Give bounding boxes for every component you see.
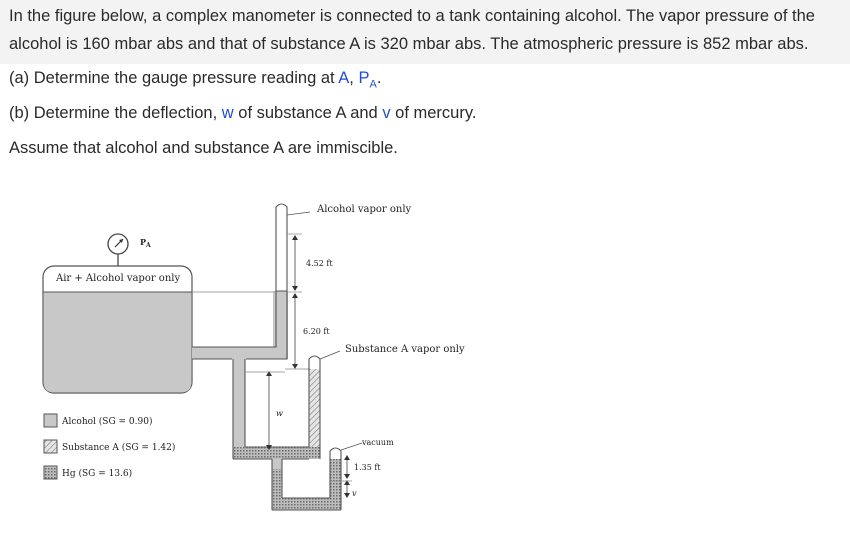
dimension-6-20 xyxy=(292,293,298,369)
legend xyxy=(44,414,175,479)
part-b-mid: of substance A and xyxy=(233,104,383,122)
problem-line-2: alcohol is 160 mbar abs and that of substance A is 320 mbar abs. The atmospheric pressure is 852 mbar abs. xyxy=(9,35,809,53)
pressure-gauge-icon xyxy=(108,234,128,266)
problem-line-1: In the figure below, a complex manometer is connected to a tank containing alcohol. The vapor pressure of the xyxy=(9,7,815,25)
legend-label-mercury: Hg (SG = 13.6) xyxy=(62,469,133,479)
legend-swatch-alcohol xyxy=(44,414,57,427)
part-a-sep: , xyxy=(349,69,359,87)
vacuum-label: vacuum xyxy=(362,438,394,447)
legend-label-substance-a: Substance A (SG = 1.42) xyxy=(62,443,176,453)
deflection-w: w xyxy=(221,104,234,122)
substance-a-vapor-label: Substance A vapor only xyxy=(345,344,465,355)
alcohol-vapor-tube xyxy=(276,204,310,291)
v-label: v xyxy=(352,489,357,498)
gauge-label xyxy=(140,237,151,249)
gauge-label-sub: A xyxy=(146,242,151,249)
dimension-6-20-label: 6.20 ft xyxy=(303,327,330,336)
point-a: A xyxy=(338,69,350,87)
part-b-end: of mercury. xyxy=(390,104,477,122)
substance-a-u-tube xyxy=(233,351,340,459)
legend-swatch-substance-a xyxy=(44,440,57,453)
tank-label: Air + Alcohol vapor only xyxy=(56,273,181,284)
pressure-subscript: A xyxy=(369,78,377,91)
gauge-label-main: P xyxy=(140,237,147,247)
dimension-1-35-label: 1.35 ft xyxy=(354,463,381,472)
alcohol-tank xyxy=(43,266,192,393)
dimension-4-52 xyxy=(292,235,298,291)
pressure-symbol: P xyxy=(358,69,370,87)
legend-swatch-mercury xyxy=(44,466,57,479)
alcohol-vapor-label: Alcohol vapor only xyxy=(317,204,412,215)
tank-alcohol-fill xyxy=(44,292,192,392)
part-a-prefix: (a) Determine the gauge pressure reading at xyxy=(9,69,339,87)
alcohol-pipe xyxy=(192,291,288,359)
assumption-text: Assume that alcohol and substance A are immiscible. xyxy=(9,139,398,157)
dimension-1-35 xyxy=(344,455,350,479)
legend-label-alcohol: Alcohol (SG = 0.90) xyxy=(62,417,153,427)
part-a-end: . xyxy=(376,69,382,87)
deflection-v: v xyxy=(382,104,391,122)
part-b-prefix: (b) Determine the deflection, xyxy=(9,104,222,122)
dimension-4-52-label: 4.52 ft xyxy=(306,259,333,268)
w-label: w xyxy=(276,409,283,418)
